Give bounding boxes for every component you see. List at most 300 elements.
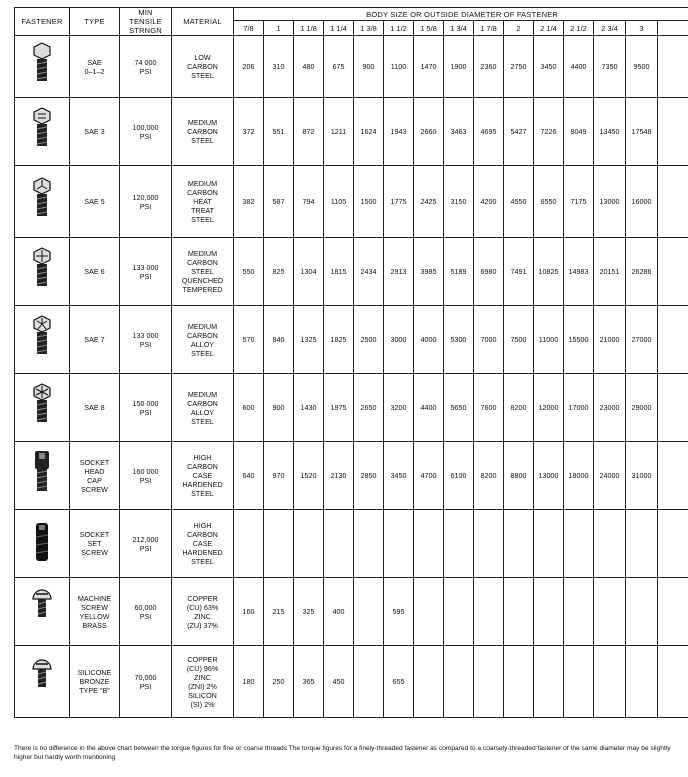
strength-cell-line: PSI	[139, 611, 152, 621]
torque-value	[594, 510, 626, 578]
torque-value: 3150	[444, 166, 474, 238]
size-header-8: 1 7/8	[474, 21, 504, 36]
torque-value	[444, 646, 474, 718]
torque-value	[658, 238, 688, 306]
material-cell-line: HIGH	[193, 521, 212, 530]
strength-cell-line: PSI	[139, 407, 152, 417]
torque-value: 4200	[474, 166, 504, 238]
fastener-cell	[15, 98, 70, 166]
strength-cell	[120, 166, 172, 238]
torque-value	[534, 578, 564, 646]
torque-value: 1304	[294, 238, 324, 306]
torque-value: 21000	[594, 306, 626, 374]
torque-value: 1470	[414, 36, 444, 98]
torque-value	[626, 578, 658, 646]
torque-value: 2130	[324, 442, 354, 510]
material-cell	[172, 166, 234, 238]
material-cell-line: COPPER	[187, 593, 218, 603]
torque-value	[414, 510, 444, 578]
table-row	[15, 374, 688, 442]
material-cell	[172, 442, 234, 510]
torque-value	[594, 646, 626, 718]
strength-cell-line: 74 000	[134, 57, 157, 67]
torque-value: 180	[234, 646, 264, 718]
strength-cell	[120, 374, 172, 442]
type-cell-line: BRASS	[82, 620, 107, 630]
torque-value: 450	[324, 646, 354, 718]
torque-value: 7491	[504, 238, 534, 306]
material-cell-line: CARBON	[187, 127, 218, 136]
torque-value: 595	[384, 578, 414, 646]
torque-value: 18000	[564, 442, 594, 510]
table-row	[15, 578, 688, 646]
torque-value	[504, 578, 534, 646]
strength-cell-line: 100,000	[132, 122, 159, 132]
torque-value: 1900	[444, 36, 474, 98]
torque-value: 3463	[444, 98, 474, 166]
torque-value: 3450	[384, 442, 414, 510]
torque-value: 372	[234, 98, 264, 166]
torque-value: 325	[294, 578, 324, 646]
size-header-0: 7/8	[234, 21, 264, 36]
material-cell	[172, 646, 234, 718]
torque-value: 480	[294, 36, 324, 98]
strength-cell	[120, 98, 172, 166]
torque-value	[564, 578, 594, 646]
size-header-12: 2 3/4	[594, 21, 626, 36]
torque-value: 17548	[626, 98, 658, 166]
header-size-title: BODY SIZE OR OUTSIDE DIAMETER OF FASTENER	[234, 8, 688, 21]
material-cell	[172, 238, 234, 306]
torque-value: 600	[234, 374, 264, 442]
torque-value	[626, 646, 658, 718]
torque-value: 2650	[354, 374, 384, 442]
fastener-cell	[15, 238, 70, 306]
torque-value: 160	[234, 578, 264, 646]
torque-value	[504, 646, 534, 718]
strength-cell	[120, 36, 172, 98]
size-header-10: 2 1/4	[534, 21, 564, 36]
torque-value	[658, 646, 688, 718]
size-header-2: 1 1/8	[294, 21, 324, 36]
size-header-6: 1 5/8	[414, 21, 444, 36]
type-cell-line: SILICONE	[77, 668, 112, 677]
torque-value: 5300	[444, 306, 474, 374]
socket-set-screw-icon	[15, 517, 69, 571]
fastener-cell	[15, 374, 70, 442]
torque-value: 1815	[324, 238, 354, 306]
torque-value: 250	[264, 646, 294, 718]
footnote: There is no difference in the above chart between the torque figures for fine or coarse threads The torque figures for a finely-threaded fastener as compared to a coarsely-threaded fastener of the same diameter may be slightly higher but hardly worth mentioning	[14, 745, 671, 761]
fastener-cell	[15, 166, 70, 238]
type-cell-line: SAE 3	[84, 127, 105, 136]
fastener-cell	[15, 306, 70, 374]
type-cell-line: 0–1–2	[84, 66, 105, 76]
strength-cell-line: 133 000	[132, 262, 159, 272]
sae-8-bolt-icon	[15, 381, 69, 435]
material-cell-line: COPPER	[187, 654, 218, 664]
strength-cell-line: PSI	[139, 475, 152, 485]
torque-value: 16000	[626, 166, 658, 238]
material-cell-line: CASE	[192, 539, 213, 548]
material-cell-line: (ZNI) 2%	[188, 681, 217, 691]
strength-cell	[120, 442, 172, 510]
torque-value: 7175	[564, 166, 594, 238]
torque-value: 6100	[444, 442, 474, 510]
size-header-3: 1 1/4	[324, 21, 354, 36]
torque-value	[658, 442, 688, 510]
torque-value	[564, 646, 594, 718]
torque-value	[626, 510, 658, 578]
torque-value	[354, 578, 384, 646]
material-cell-line: (CU) 96%	[186, 663, 219, 673]
torque-value: 1943	[384, 98, 414, 166]
torque-value: 6980	[474, 238, 504, 306]
material-cell-line: STEEL	[191, 136, 214, 145]
size-header-11: 2 1/2	[564, 21, 594, 36]
material-cell-line: MEDIUM	[187, 179, 218, 188]
torque-value: 310	[264, 36, 294, 98]
table-row	[15, 166, 688, 238]
material-cell-line: (SI) 2%	[190, 699, 215, 709]
torque-value: 7350	[594, 36, 626, 98]
header-strength-line: MIN	[138, 8, 153, 17]
torque-value: 655	[384, 646, 414, 718]
torque-value	[444, 578, 474, 646]
material-cell-line: CARBON	[187, 530, 218, 539]
material-cell-line: CARBON	[187, 188, 218, 197]
table-row	[15, 238, 688, 306]
torque-value: 587	[264, 166, 294, 238]
material-cell-line: ZINC	[194, 672, 211, 682]
material-cell-line: STEEL	[191, 215, 214, 224]
strength-cell-line: 150 000	[132, 398, 159, 408]
strength-cell-line: PSI	[139, 339, 152, 349]
sae-0-bolt-icon	[15, 40, 69, 94]
strength-cell-line: PSI	[139, 543, 152, 553]
torque-value: 1500	[354, 166, 384, 238]
material-cell-line: CARBON	[187, 62, 218, 71]
torque-value: 215	[264, 578, 294, 646]
torque-value	[658, 306, 688, 374]
size-header-9: 2	[504, 21, 534, 36]
type-cell-line: SAE 6	[84, 267, 105, 276]
torque-value: 4695	[474, 98, 504, 166]
material-cell-line: HIGH	[193, 453, 212, 462]
header-material: MATERIAL	[172, 8, 234, 36]
torque-value	[658, 166, 688, 238]
material-cell-line: TREAT	[190, 206, 215, 215]
material-cell-line: MEDIUM	[187, 249, 218, 258]
type-cell	[70, 306, 120, 374]
socket-head-cap-screw-icon	[15, 449, 69, 503]
type-cell-line: SCREW	[81, 548, 108, 557]
header-strength-line: STRNGN	[129, 26, 162, 35]
torque-value: 2850	[354, 442, 384, 510]
torque-value: 7226	[534, 98, 564, 166]
material-cell-line: STEEL	[191, 71, 214, 80]
strength-cell-line: PSI	[139, 66, 152, 76]
torque-value	[474, 510, 504, 578]
torque-value: 2913	[384, 238, 414, 306]
size-header-14	[658, 21, 688, 36]
torque-value: 840	[264, 306, 294, 374]
type-cell	[70, 646, 120, 718]
torque-value: 1325	[294, 306, 324, 374]
torque-value: 9500	[626, 36, 658, 98]
size-header-1: 1	[264, 21, 294, 36]
torque-value: 13000	[534, 442, 564, 510]
torque-value: 4700	[414, 442, 444, 510]
torque-value: 794	[294, 166, 324, 238]
torque-value	[534, 646, 564, 718]
torque-value: 4550	[504, 166, 534, 238]
torque-table	[14, 7, 688, 718]
torque-value: 26286	[626, 238, 658, 306]
torque-value: 8049	[564, 98, 594, 166]
torque-value	[594, 578, 626, 646]
torque-value: 31000	[626, 442, 658, 510]
torque-value: 13000	[594, 166, 626, 238]
torque-value: 3200	[384, 374, 414, 442]
torque-value: 11000	[534, 306, 564, 374]
torque-value: 14983	[564, 238, 594, 306]
fastener-cell	[15, 510, 70, 578]
torque-value	[658, 36, 688, 98]
type-cell-line: SAE 8	[84, 403, 105, 412]
material-cell-line: CASE	[192, 471, 213, 480]
fastener-cell	[15, 646, 70, 718]
sae-6-bolt-icon	[15, 245, 69, 299]
type-cell	[70, 442, 120, 510]
strength-cell-line: PSI	[139, 271, 152, 281]
fastener-cell	[15, 36, 70, 98]
torque-value: 1430	[294, 374, 324, 442]
torque-value: 20151	[594, 238, 626, 306]
material-cell-line: HARDENED	[182, 480, 223, 489]
torque-value: 970	[264, 442, 294, 510]
torque-value: 27000	[626, 306, 658, 374]
material-cell-line: TEMPERED	[182, 285, 223, 294]
sae-5-bolt-icon	[15, 175, 69, 229]
type-cell-line: YELLOW	[79, 611, 110, 621]
torque-value	[474, 646, 504, 718]
torque-value	[658, 510, 688, 578]
torque-value: 365	[294, 646, 324, 718]
torque-value: 10825	[534, 238, 564, 306]
type-cell-line: SCREW	[81, 602, 108, 612]
torque-value: 7500	[504, 306, 534, 374]
torque-value: 2750	[504, 36, 534, 98]
torque-value: 1100	[384, 36, 414, 98]
strength-cell-line: PSI	[139, 681, 152, 691]
fastener-cell	[15, 442, 70, 510]
header-strength	[120, 8, 172, 36]
material-cell-line: STEEL	[191, 348, 214, 358]
torque-value	[234, 510, 264, 578]
material-cell	[172, 36, 234, 98]
torque-value: 675	[324, 36, 354, 98]
torque-value	[264, 510, 294, 578]
strength-cell-line: 60,000	[134, 602, 157, 612]
header-fastener: FASTENER	[15, 8, 70, 36]
strength-cell-line: 120,000	[132, 192, 159, 202]
torque-value	[354, 646, 384, 718]
torque-value	[658, 578, 688, 646]
type-cell	[70, 374, 120, 442]
torque-value: 23000	[594, 374, 626, 442]
material-cell-line: STEEL	[191, 557, 214, 566]
torque-value: 2425	[414, 166, 444, 238]
torque-value	[414, 578, 444, 646]
torque-value: 3985	[414, 238, 444, 306]
material-cell-line: ALLOY	[190, 339, 215, 349]
torque-value: 5427	[504, 98, 534, 166]
torque-value: 551	[264, 98, 294, 166]
torque-value: 13450	[594, 98, 626, 166]
torque-value	[658, 374, 688, 442]
strength-cell-line: PSI	[139, 131, 152, 141]
size-header-4: 1 3/8	[354, 21, 384, 36]
torque-value: 2500	[354, 306, 384, 374]
torque-value: 382	[234, 166, 264, 238]
strength-cell	[120, 578, 172, 646]
torque-value: 24000	[594, 442, 626, 510]
type-cell	[70, 36, 120, 98]
size-header-7: 1 3/4	[444, 21, 474, 36]
torque-value	[534, 510, 564, 578]
strength-cell-line: 70,000	[134, 672, 157, 682]
type-cell-line: SAE	[87, 57, 102, 67]
table-row	[15, 510, 688, 578]
type-cell-line: HEAD	[84, 466, 105, 476]
material-cell-line: QUENCHED	[181, 276, 224, 285]
header-strength-line: TENSILE	[129, 17, 162, 26]
torque-value: 550	[234, 238, 264, 306]
table-row	[15, 36, 688, 98]
material-cell-line: CARBON	[187, 258, 218, 267]
strength-cell-line: PSI	[139, 201, 152, 211]
torque-value	[294, 510, 324, 578]
type-cell-line: SAE 5	[84, 197, 105, 206]
type-cell	[70, 578, 120, 646]
material-cell-line: MEDIUM	[187, 389, 218, 399]
torque-value: 5189	[444, 238, 474, 306]
sae-7-bolt-icon	[15, 313, 69, 367]
table-row	[15, 306, 688, 374]
material-cell-line: STEEL	[191, 267, 214, 276]
type-cell-line: MACHINE	[77, 593, 112, 603]
size-header-5: 1 1/2	[384, 21, 414, 36]
type-cell-line: BRONZE	[79, 677, 110, 686]
material-cell	[172, 98, 234, 166]
type-cell-line: SET	[87, 539, 102, 548]
fastener-cell	[15, 578, 70, 646]
torque-value	[474, 578, 504, 646]
torque-value: 4000	[414, 306, 444, 374]
torque-value: 900	[264, 374, 294, 442]
material-cell	[172, 578, 234, 646]
silicone-bronze-screw-icon	[15, 655, 69, 709]
torque-value: 570	[234, 306, 264, 374]
material-cell-line: MEDIUM	[187, 321, 218, 331]
type-cell	[70, 238, 120, 306]
material-cell-line: (CU) 63%	[186, 602, 219, 612]
torque-value: 29000	[626, 374, 658, 442]
torque-value: 2660	[414, 98, 444, 166]
torque-value: 1775	[384, 166, 414, 238]
material-cell	[172, 510, 234, 578]
torque-value	[324, 510, 354, 578]
strength-cell	[120, 510, 172, 578]
material-cell-line: ALLOY	[190, 407, 215, 417]
type-cell-line: SCREW	[81, 484, 108, 494]
strength-cell-line: 133 000	[132, 330, 159, 340]
type-cell-line: SOCKET	[79, 457, 110, 467]
size-header-13: 3	[626, 21, 658, 36]
type-cell	[70, 510, 120, 578]
strength-cell	[120, 646, 172, 718]
material-cell-line: LOW	[194, 53, 211, 62]
torque-value	[564, 510, 594, 578]
torque-value: 872	[294, 98, 324, 166]
table-row	[15, 646, 688, 718]
strength-cell	[120, 306, 172, 374]
torque-value: 4400	[564, 36, 594, 98]
torque-value: 4400	[414, 374, 444, 442]
type-cell-line: TYPE "B"	[79, 686, 110, 695]
type-cell	[70, 166, 120, 238]
material-cell-line: HARDENED	[182, 548, 223, 557]
machine-screw-icon	[15, 585, 69, 639]
torque-value	[354, 510, 384, 578]
torque-value: 1520	[294, 442, 324, 510]
torque-value	[384, 510, 414, 578]
sae-3-bolt-icon	[15, 105, 69, 159]
torque-value: 1211	[324, 98, 354, 166]
torque-value	[414, 646, 444, 718]
torque-value: 15500	[564, 306, 594, 374]
torque-value: 7000	[474, 306, 504, 374]
torque-value: 6550	[534, 166, 564, 238]
torque-value: 17000	[564, 374, 594, 442]
torque-value: 3450	[534, 36, 564, 98]
material-cell-line: ZINC	[194, 611, 211, 621]
torque-value	[658, 98, 688, 166]
strength-cell-line: 160 000	[132, 466, 159, 476]
torque-value: 3000	[384, 306, 414, 374]
torque-chart	[14, 7, 680, 718]
material-cell-line: CARBON	[187, 462, 218, 471]
header-type: TYPE	[70, 8, 120, 36]
table-row	[15, 442, 688, 510]
type-cell-line: CAP	[87, 475, 102, 485]
torque-value: 5650	[444, 374, 474, 442]
torque-value: 7600	[474, 374, 504, 442]
material-cell-line: STEEL	[191, 416, 214, 426]
torque-value: 1825	[324, 306, 354, 374]
torque-value: 206	[234, 36, 264, 98]
type-cell-line: SOCKET	[79, 530, 110, 539]
material-cell-line: MEDIUM	[187, 118, 218, 127]
type-cell	[70, 98, 120, 166]
type-cell-line: SAE 7	[84, 335, 105, 344]
material-cell-line: (ZU) 37%	[187, 620, 218, 630]
material-cell	[172, 374, 234, 442]
torque-value: 1975	[324, 374, 354, 442]
torque-value: 2360	[474, 36, 504, 98]
strength-cell	[120, 238, 172, 306]
